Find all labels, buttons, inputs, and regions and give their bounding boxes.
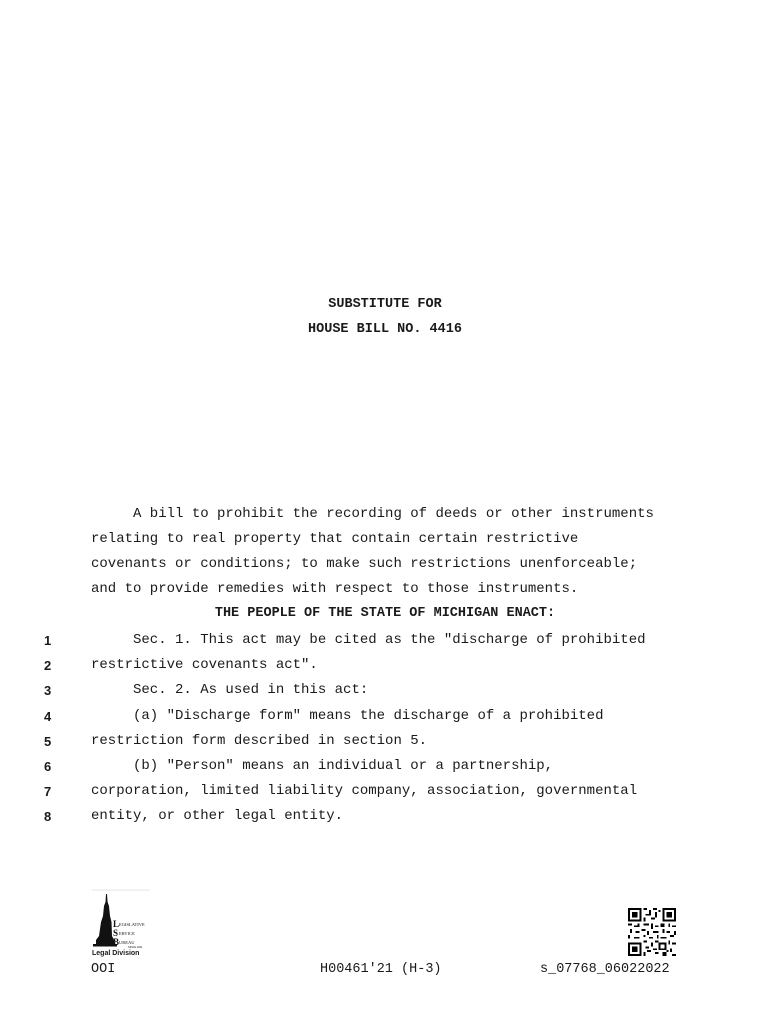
intro-line: and to provide remedies with respect to those instruments. [91, 581, 579, 597]
bill-text-line: entity, or other legal entity. [91, 808, 344, 824]
document-title-line2: HOUSE BILL NO. 4416 [308, 322, 462, 337]
svg-text:L: L [113, 919, 120, 929]
qr-code-icon [628, 908, 676, 956]
line-number: 7 [44, 784, 52, 799]
footer-file-id: s_07768_06022022 [540, 962, 670, 977]
logo-word-2: ERVICE [119, 931, 135, 936]
bill-text-line: restrictive covenants act". [91, 657, 318, 673]
line-number: 4 [44, 709, 52, 724]
svg-text:S: S [113, 928, 119, 938]
intro-line: relating to real property that contain certain restrictive [91, 531, 579, 547]
line-number: 1 [44, 633, 52, 648]
footer-document-id: H00461'21 (H-3) [320, 962, 442, 977]
enacting-clause: THE PEOPLE OF THE STATE OF MICHIGAN ENACT: [214, 606, 556, 621]
document-title-line1: SUBSTITUTE FOR [328, 297, 442, 312]
footer-drafter-code: OOI [91, 962, 116, 977]
bill-text-line: Sec. 1. This act may be cited as the "discharge of prohibited [91, 632, 646, 648]
intro-line: covenants or conditions; to make such restrictions unenforceable; [91, 556, 638, 572]
line-number: 6 [44, 759, 52, 774]
svg-text:B: B [113, 937, 120, 947]
bill-text-line: corporation, limited liability company, association, governmental [91, 783, 638, 799]
bill-text-line: (a) "Discharge form" means the discharge of a prohibited [91, 708, 604, 724]
bill-text-line: (b) "Person" means an individual or a partnership, [91, 758, 554, 774]
line-number: 5 [44, 734, 52, 749]
intro-line: A bill to prohibit the recording of deeds or other instruments [91, 506, 654, 522]
line-number: 8 [44, 809, 52, 824]
line-number: 3 [44, 683, 52, 698]
line-number: 2 [44, 658, 52, 673]
bill-text-line: Sec. 2. As used in this act: [91, 682, 369, 698]
logo-caption: Legal Division [92, 950, 140, 957]
logo-word-1: EGISLATIVE [119, 922, 145, 927]
bill-text-line: restriction form described in section 5. [91, 733, 428, 749]
logo-since: SINCE 1941 [128, 946, 143, 949]
logo-word-3: UREAU [119, 940, 135, 945]
